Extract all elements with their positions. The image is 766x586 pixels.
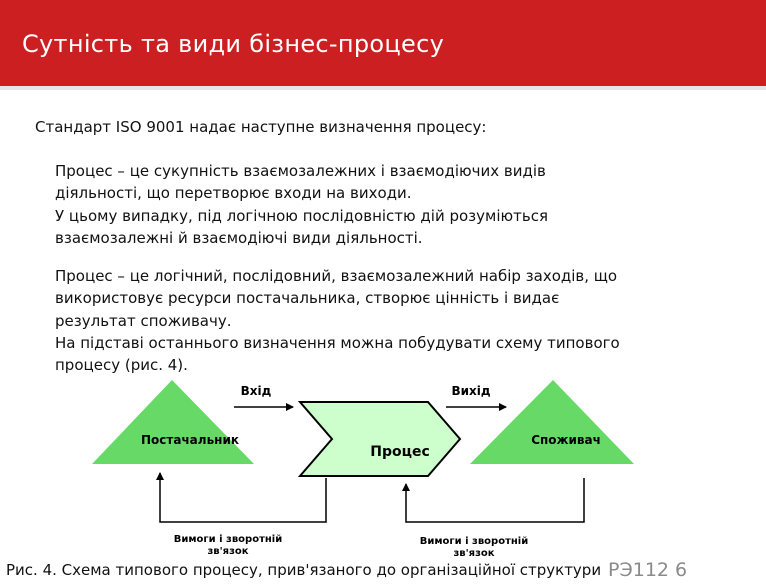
process-shape <box>300 402 460 476</box>
paragraph-line: Процес – це логічний, послідовний, взаємозалежний набір заходів, що <box>55 267 618 285</box>
feedback-label-left-line2: зв'язок <box>207 546 249 557</box>
output-label: Вихід <box>451 384 491 398</box>
intro-text: Стандарт ISO 9001 надає наступне визначення процесу: <box>35 118 487 136</box>
feedback-arrow-left <box>160 473 326 522</box>
title-bar <box>0 0 766 86</box>
feedback-label-left: Вимоги і зворотній <box>173 534 283 545</box>
paragraph-line: діяльності, що перетворює входи на виходи. <box>55 184 412 203</box>
supplier-triangle <box>92 380 254 464</box>
feedback-label-right: Вимоги і зворотній <box>419 536 529 547</box>
process-label: Процес <box>370 444 430 460</box>
paragraph-line: взаємозалежні й взаємодіючі види діяльності. <box>55 228 423 247</box>
slide-title: Сутність та види бізнес-процесу <box>22 30 445 58</box>
supplier-label: Постачальник <box>140 433 240 447</box>
slide-number: РЭ112 6 <box>608 559 688 581</box>
feedback-arrow-right <box>406 478 584 522</box>
definition-paragraph-1 <box>55 160 548 249</box>
header-divider <box>0 86 766 90</box>
paragraph-line: результат споживачу. <box>55 311 232 330</box>
input-label: Вхід <box>240 384 272 398</box>
paragraph-line: процесу (рис. 4). <box>55 356 188 375</box>
figure-caption: Рис. 4. Схема типового процесу, прив'язаного до організаційної структури <box>6 561 602 579</box>
paragraph-line: Процес – це сукупність взаємозалежних і взаємодіючих видів <box>55 162 546 180</box>
process-diagram <box>0 370 766 562</box>
paragraph-line: На підставі останнього визначення можна побудувати схему типового <box>55 333 620 352</box>
paragraph-line: використовує ресурси постачальника, створює цінність і видає <box>55 289 560 308</box>
feedback-label-right-line2: зв'язок <box>453 548 495 559</box>
paragraph-line: У цьому випадку, під логічною послідовністю дій розуміються <box>55 206 548 225</box>
consumer-triangle <box>470 380 634 464</box>
consumer-label: Споживач <box>531 433 601 447</box>
definition-paragraph-2 <box>55 265 620 376</box>
